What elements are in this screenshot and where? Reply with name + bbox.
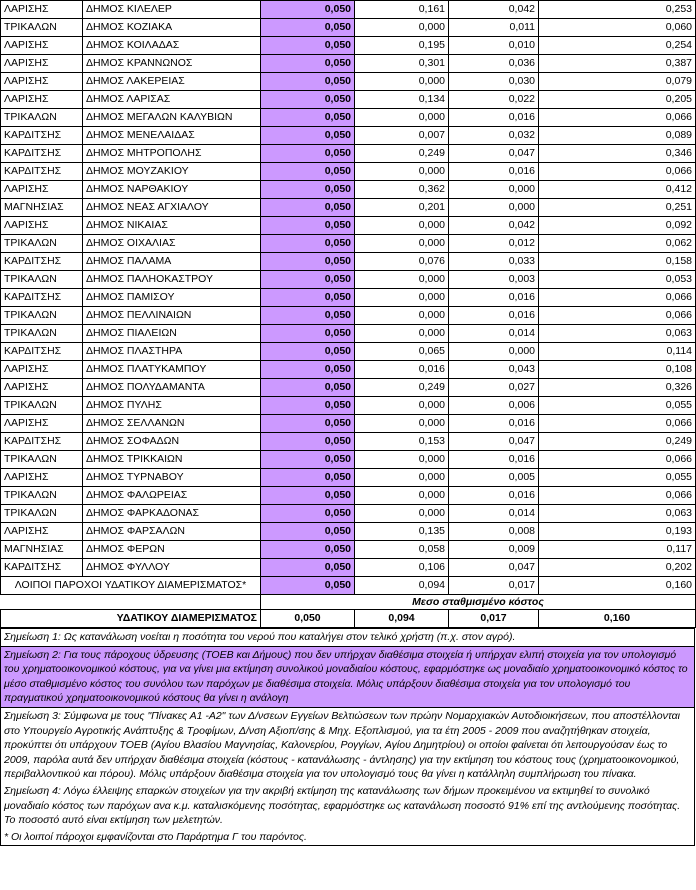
table-row: [1, 307, 696, 325]
v2-cell: 0,003: [449, 271, 539, 289]
table-row: [1, 109, 696, 127]
v2-cell: 0,032: [449, 127, 539, 145]
name-cell: ΔΗΜΟΣ ΜΗΤΡΟΠΟΛΗΣ: [83, 145, 261, 163]
footnote: * Οι λοιποί πάροχοι εμφανίζονται στο Παράρτημα Γ του παρόντος.: [4, 830, 307, 843]
name-cell: ΔΗΜΟΣ ΠΕΛΛΙΝΑΙΩΝ: [83, 307, 261, 325]
v3-cell: 0,092: [539, 217, 696, 235]
v1-cell: 0,134: [355, 91, 449, 109]
table-row: [1, 145, 696, 163]
blank-cell: [1, 595, 261, 610]
summary-row: [1, 610, 696, 628]
v3-cell: 0,114: [539, 343, 696, 361]
table-row: [1, 127, 696, 145]
v1-cell: 0,000: [355, 325, 449, 343]
name-cell: ΔΗΜΟΣ ΠΛΑΤΥΚΑΜΠΟΥ: [83, 361, 261, 379]
avg-cost-cell: 0,050: [261, 469, 355, 487]
table-row: [1, 1, 696, 19]
v3-cell: 0,060: [539, 19, 696, 37]
avg-cost-cell: 0,050: [261, 505, 355, 523]
v1-cell: 0,016: [355, 361, 449, 379]
name-cell: ΔΗΜΟΣ ΚΟΙΛΑΔΑΣ: [83, 37, 261, 55]
region-cell: ΤΡΙΚΑΛΩΝ: [1, 397, 83, 415]
v1-cell: 0,000: [355, 415, 449, 433]
v2-cell: 0,006: [449, 397, 539, 415]
note-3: Σημείωση 3: Σύμφωνα με τους "Πίνακες Α1 -Α2" των Δ/νσεων Εγγείων Βελτιώσεων των πρώην Νομαρχιακών Αυτοδιοικήσεων, που αποστέλλονται στο Υπουργείο Αγροτικής Ανάπτυξης & Τροφίμων, Δ/νση Αξιοπ/σης & Μηχ. Εξοπλισμού, για τα έτη 2005 - 2009 που αναζητήθηκαν στοιχεία, προκύπτει ότι υπάρχουν ΤΟΕΒ (Αγίου Βλασίου Μαγνησίας, Καλονερίου, Ρογγίων, Αγίου Δημητρίου) οι οποίοι φαίνεται ότι λειτουργούσαν έως το 2009, παρόλα αυτά δεν υπήρχαν διαθέσιμα στοιχεία (κόστους - κατανάλωσης - άντλησης) για την εκτίμηση του κόστους τους (χρηματοοικονομικού, περιβαλλοντικού και πόρου). Μόλις υπάρξουν διαθέσιμα στοιχεία για τον υπολογισμό τους θα γίνει η κατάλληλη συμπλήρωση του πίνακα.: [1, 707, 694, 783]
table-row: [1, 271, 696, 289]
region-cell: ΜΑΓΝΗΣΙΑΣ: [1, 199, 83, 217]
others-avg: 0,050: [261, 577, 355, 595]
region-cell: ΛΑΡΙΣΗΣ: [1, 55, 83, 73]
region-cell: ΚΑΡΔΙΤΣΗΣ: [1, 145, 83, 163]
v3-cell: 0,205: [539, 91, 696, 109]
name-cell: ΔΗΜΟΣ ΠΑΛΗΟΚΑΣΤΡΟΥ: [83, 271, 261, 289]
v3-cell: 0,066: [539, 487, 696, 505]
avg-cost-cell: 0,050: [261, 523, 355, 541]
others-v2: 0,017: [449, 577, 539, 595]
name-cell: ΔΗΜΟΣ ΛΑΡΙΣΑΣ: [83, 91, 261, 109]
v1-cell: 0,301: [355, 55, 449, 73]
summary-v1: 0,094: [355, 610, 449, 628]
v1-cell: 0,007: [355, 127, 449, 145]
v3-cell: 0,066: [539, 109, 696, 127]
name-cell: ΔΗΜΟΣ ΚΡΑΝΝΩΝΟΣ: [83, 55, 261, 73]
summary-v3: 0,160: [539, 610, 696, 628]
name-cell: ΔΗΜΟΣ ΚΟΖΙΑΚΑ: [83, 19, 261, 37]
avg-cost-cell: 0,050: [261, 91, 355, 109]
region-cell: ΤΡΙΚΑΛΩΝ: [1, 325, 83, 343]
region-cell: ΚΑΡΔΙΤΣΗΣ: [1, 127, 83, 145]
v2-cell: 0,042: [449, 1, 539, 19]
avg-cost-cell: 0,050: [261, 325, 355, 343]
v1-cell: 0,000: [355, 451, 449, 469]
others-v3: 0,160: [539, 577, 696, 595]
v3-cell: 0,063: [539, 505, 696, 523]
avg-cost-cell: 0,050: [261, 415, 355, 433]
v3-cell: 0,193: [539, 523, 696, 541]
table-row: [1, 217, 696, 235]
table-row: [1, 451, 696, 469]
v1-cell: 0,000: [355, 289, 449, 307]
v3-cell: 0,346: [539, 145, 696, 163]
avg-cost-cell: 0,050: [261, 163, 355, 181]
region-cell: ΛΑΡΙΣΗΣ: [1, 91, 83, 109]
table-row: [1, 559, 696, 577]
v2-cell: 0,016: [449, 307, 539, 325]
v1-cell: 0,195: [355, 37, 449, 55]
region-cell: ΤΡΙΚΑΛΩΝ: [1, 307, 83, 325]
summary-avg: 0,050: [261, 610, 355, 628]
avg-cost-cell: 0,050: [261, 55, 355, 73]
name-cell: ΔΗΜΟΣ ΤΡΙΚΚΑΙΩΝ: [83, 451, 261, 469]
table-row: [1, 91, 696, 109]
table-row: [1, 199, 696, 217]
table-row: [1, 541, 696, 559]
region-cell: ΜΑΓΝΗΣΙΑΣ: [1, 541, 83, 559]
v2-cell: 0,005: [449, 469, 539, 487]
table-row: [1, 433, 696, 451]
name-cell: ΔΗΜΟΣ ΜΕΝΕΛΑΙΔΑΣ: [83, 127, 261, 145]
name-cell: ΔΗΜΟΣ ΝΕΑΣ ΑΓΧΙΑΛΟΥ: [83, 199, 261, 217]
v3-cell: 0,089: [539, 127, 696, 145]
table-row: [1, 73, 696, 91]
avg-cost-cell: 0,050: [261, 217, 355, 235]
v3-cell: 0,326: [539, 379, 696, 397]
v1-cell: 0,000: [355, 307, 449, 325]
v2-cell: 0,012: [449, 235, 539, 253]
name-cell: ΔΗΜΟΣ ΦΑΡΚΑΔΟΝΑΣ: [83, 505, 261, 523]
avg-cost-cell: 0,050: [261, 271, 355, 289]
v2-cell: 0,036: [449, 55, 539, 73]
v1-cell: 0,161: [355, 1, 449, 19]
region-cell: ΚΑΡΔΙΤΣΗΣ: [1, 289, 83, 307]
v3-cell: 0,079: [539, 73, 696, 91]
v2-cell: 0,030: [449, 73, 539, 91]
avg-cost-cell: 0,050: [261, 37, 355, 55]
region-cell: ΛΑΡΙΣΗΣ: [1, 523, 83, 541]
region-cell: ΛΑΡΙΣΗΣ: [1, 379, 83, 397]
table-row: [1, 289, 696, 307]
v2-cell: 0,043: [449, 361, 539, 379]
name-cell: ΔΗΜΟΣ ΠΛΑΣΤΗΡΑ: [83, 343, 261, 361]
v3-cell: 0,387: [539, 55, 696, 73]
region-cell: ΚΑΡΔΙΤΣΗΣ: [1, 253, 83, 271]
notes-section: [0, 628, 695, 846]
v2-cell: 0,016: [449, 451, 539, 469]
region-cell: ΤΡΙΚΑΛΩΝ: [1, 19, 83, 37]
region-cell: ΤΡΙΚΑΛΩΝ: [1, 271, 83, 289]
v1-cell: 0,000: [355, 235, 449, 253]
avg-cost-cell: 0,050: [261, 343, 355, 361]
avg-cost-cell: 0,050: [261, 235, 355, 253]
v2-cell: 0,014: [449, 325, 539, 343]
avg-cost-cell: 0,050: [261, 253, 355, 271]
avg-cost-cell: 0,050: [261, 397, 355, 415]
v2-cell: 0,047: [449, 559, 539, 577]
v1-cell: 0,135: [355, 523, 449, 541]
others-label: ΛΟΙΠΟΙ ΠΑΡΟΧΟΙ ΥΔΑΤΙΚΟΥ ΔΙΑΜΕΡΙΣΜΑΤΟΣ*: [1, 577, 261, 595]
name-cell: ΔΗΜΟΣ ΠΟΛΥΔΑΜΑΝΤΑ: [83, 379, 261, 397]
v3-cell: 0,202: [539, 559, 696, 577]
v3-cell: 0,117: [539, 541, 696, 559]
table-body: [1, 1, 696, 577]
v1-cell: 0,106: [355, 559, 449, 577]
table-row: [1, 415, 696, 433]
region-cell: ΤΡΙΚΑΛΩΝ: [1, 505, 83, 523]
v3-cell: 0,062: [539, 235, 696, 253]
v2-cell: 0,042: [449, 217, 539, 235]
name-cell: ΔΗΜΟΣ ΝΙΚΑΙΑΣ: [83, 217, 261, 235]
table-row: [1, 55, 696, 73]
v1-cell: 0,362: [355, 181, 449, 199]
region-cell: ΤΡΙΚΑΛΩΝ: [1, 487, 83, 505]
summary-label: ΥΔΑΤΙΚΟΥ ΔΙΑΜΕΡΙΣΜΑΤΟΣ: [1, 610, 261, 628]
table-row: [1, 379, 696, 397]
note-1: Σημείωση 1: Ως κατανάλωση νοείται η ποσότητα του νερού που καταλήγει στον τελικό χρήστη (π.χ. στον αγρό).: [1, 628, 694, 646]
v2-cell: 0,033: [449, 253, 539, 271]
avg-cost-cell: 0,050: [261, 559, 355, 577]
table-row: [1, 397, 696, 415]
avg-cost-cell: 0,050: [261, 199, 355, 217]
v2-cell: 0,016: [449, 487, 539, 505]
v2-cell: 0,027: [449, 379, 539, 397]
table-row: [1, 361, 696, 379]
avg-cost-cell: 0,050: [261, 181, 355, 199]
region-cell: ΛΑΡΙΣΗΣ: [1, 415, 83, 433]
table-row: [1, 487, 696, 505]
v2-cell: 0,010: [449, 37, 539, 55]
v1-cell: 0,065: [355, 343, 449, 361]
region-cell: ΛΑΡΙΣΗΣ: [1, 469, 83, 487]
name-cell: ΔΗΜΟΣ ΚΙΛΕΛΕΡ: [83, 1, 261, 19]
v3-cell: 0,412: [539, 181, 696, 199]
v3-cell: 0,053: [539, 271, 696, 289]
v2-cell: 0,016: [449, 163, 539, 181]
avg-cost-cell: 0,050: [261, 487, 355, 505]
name-cell: ΔΗΜΟΣ ΦΑΛΩΡΕΙΑΣ: [83, 487, 261, 505]
region-cell: ΛΑΡΙΣΗΣ: [1, 181, 83, 199]
weighted-header-row: [1, 595, 696, 610]
v3-cell: 0,055: [539, 397, 696, 415]
v3-cell: 0,066: [539, 163, 696, 181]
table-row: [1, 181, 696, 199]
v2-cell: 0,000: [449, 343, 539, 361]
v1-cell: 0,201: [355, 199, 449, 217]
name-cell: ΔΗΜΟΣ ΠΥΛΗΣ: [83, 397, 261, 415]
v1-cell: 0,000: [355, 505, 449, 523]
v1-cell: 0,000: [355, 469, 449, 487]
avg-cost-cell: 0,050: [261, 289, 355, 307]
name-cell: ΔΗΜΟΣ ΣΟΦΑΔΩΝ: [83, 433, 261, 451]
name-cell: ΔΗΜΟΣ ΣΕΛΛΑΝΩΝ: [83, 415, 261, 433]
region-cell: ΛΑΡΙΣΗΣ: [1, 217, 83, 235]
region-cell: ΤΡΙΚΑΛΩΝ: [1, 109, 83, 127]
avg-cost-cell: 0,050: [261, 19, 355, 37]
region-cell: ΚΑΡΔΙΤΣΗΣ: [1, 559, 83, 577]
v1-cell: 0,076: [355, 253, 449, 271]
table-row: [1, 343, 696, 361]
avg-cost-cell: 0,050: [261, 127, 355, 145]
v2-cell: 0,047: [449, 433, 539, 451]
v3-cell: 0,251: [539, 199, 696, 217]
avg-cost-cell: 0,050: [261, 1, 355, 19]
v3-cell: 0,066: [539, 307, 696, 325]
v3-cell: 0,066: [539, 289, 696, 307]
v2-cell: 0,016: [449, 289, 539, 307]
v1-cell: 0,000: [355, 109, 449, 127]
table-row: [1, 505, 696, 523]
table-row: [1, 523, 696, 541]
region-cell: ΚΑΡΔΙΤΣΗΣ: [1, 433, 83, 451]
v1-cell: 0,000: [355, 163, 449, 181]
avg-cost-cell: 0,050: [261, 109, 355, 127]
v3-cell: 0,108: [539, 361, 696, 379]
v3-cell: 0,253: [539, 1, 696, 19]
table-row: [1, 469, 696, 487]
v2-cell: 0,047: [449, 145, 539, 163]
avg-cost-cell: 0,050: [261, 307, 355, 325]
name-cell: ΔΗΜΟΣ ΠΑΛΑΜΑ: [83, 253, 261, 271]
summary-v2: 0,017: [449, 610, 539, 628]
v2-cell: 0,009: [449, 541, 539, 559]
v3-cell: 0,249: [539, 433, 696, 451]
v2-cell: 0,000: [449, 181, 539, 199]
avg-cost-cell: 0,050: [261, 451, 355, 469]
note-2: Σημείωση 2: Για τους πάροχους ύδρευσης (ΤΟΕΒ και Δήμους) που δεν υπήρχαν διαθέσιμα στοιχεία ή υπήρχαν ελιπή στοιχεία για τον υπολογισμό του χρηματοοικονομικού κόστους, για να γίνει μια εκτίμηση συνολικού μοναδιαίου κόστους, εφαρμόστηκε ως μοναδιαίο χρηματοοικονομικό κόστος το μέσο σταθμισμένο κόστος του συνόλου των παρόχων με διαθέσιμα στοιχεία. Μόλις υπάρξουν διαθέσιμα στοιχεία για τον υπολογισμό του πραγματικού χρηματοοικονομικού κόστους θα γίνει η ανάλογη: [1, 646, 694, 707]
v3-cell: 0,055: [539, 469, 696, 487]
name-cell: ΔΗΜΟΣ ΝΑΡΘΑΚΙΟΥ: [83, 181, 261, 199]
name-cell: ΔΗΜΟΣ ΟΙΧΑΛΙΑΣ: [83, 235, 261, 253]
name-cell: ΔΗΜΟΣ ΜΟΥΖΑΚΙΟΥ: [83, 163, 261, 181]
v3-cell: 0,066: [539, 451, 696, 469]
region-cell: ΛΑΡΙΣΗΣ: [1, 1, 83, 19]
region-cell: ΛΑΡΙΣΗΣ: [1, 361, 83, 379]
avg-cost-cell: 0,050: [261, 145, 355, 163]
name-cell: ΔΗΜΟΣ ΦΑΡΣΑΛΩΝ: [83, 523, 261, 541]
v2-cell: 0,014: [449, 505, 539, 523]
v2-cell: 0,000: [449, 199, 539, 217]
v1-cell: 0,000: [355, 73, 449, 91]
v1-cell: 0,000: [355, 19, 449, 37]
avg-cost-cell: 0,050: [261, 541, 355, 559]
v1-cell: 0,000: [355, 271, 449, 289]
name-cell: ΔΗΜΟΣ ΜΕΓΑΛΩΝ ΚΑΛΥΒΙΩΝ: [83, 109, 261, 127]
note-4: Σημείωση 4: Λόγω έλλειψης επαρκών στοιχείων για την ακριβή εκτίμηση της κατανάλωσης των δήμων προκειμένου να εκτιμηθεί το συνολικό μοναδιαίο κόστος των παρόχων ανα κ.μ. καταλισκόμενης ποσότητας, εφαρμόστηκε ως κατανάλωση ποσοστό 91% επί της αντλούμενης ποσότητας. Το ποσοστό αυτό είναι εκτίμηση των μελετητών.: [4, 784, 681, 827]
v1-cell: 0,000: [355, 487, 449, 505]
avg-cost-cell: 0,050: [261, 433, 355, 451]
v1-cell: 0,000: [355, 217, 449, 235]
table-row: [1, 253, 696, 271]
region-cell: ΤΡΙΚΑΛΩΝ: [1, 451, 83, 469]
v1-cell: 0,000: [355, 397, 449, 415]
name-cell: ΔΗΜΟΣ ΦΕΡΩΝ: [83, 541, 261, 559]
region-cell: ΚΑΡΔΙΤΣΗΣ: [1, 343, 83, 361]
v3-cell: 0,158: [539, 253, 696, 271]
name-cell: ΔΗΜΟΣ ΤΥΡΝΑΒΟΥ: [83, 469, 261, 487]
name-cell: ΔΗΜΟΣ ΠΑΜΙΣΟΥ: [83, 289, 261, 307]
v1-cell: 0,249: [355, 379, 449, 397]
v1-cell: 0,058: [355, 541, 449, 559]
name-cell: ΔΗΜΟΣ ΦΥΛΛΟΥ: [83, 559, 261, 577]
v2-cell: 0,016: [449, 415, 539, 433]
v2-cell: 0,022: [449, 91, 539, 109]
table-row: [1, 325, 696, 343]
v3-cell: 0,254: [539, 37, 696, 55]
name-cell: ΔΗΜΟΣ ΛΑΚΕΡΕΙΑΣ: [83, 73, 261, 91]
v2-cell: 0,008: [449, 523, 539, 541]
region-cell: ΛΑΡΙΣΗΣ: [1, 73, 83, 91]
table-row: [1, 235, 696, 253]
table-row: [1, 19, 696, 37]
v1-cell: 0,153: [355, 433, 449, 451]
region-cell: ΛΑΡΙΣΗΣ: [1, 37, 83, 55]
others-v1: 0,094: [355, 577, 449, 595]
v1-cell: 0,249: [355, 145, 449, 163]
table-row: [1, 163, 696, 181]
region-cell: ΤΡΙΚΑΛΩΝ: [1, 235, 83, 253]
v3-cell: 0,063: [539, 325, 696, 343]
v2-cell: 0,011: [449, 19, 539, 37]
v3-cell: 0,066: [539, 415, 696, 433]
others-row: [1, 577, 696, 595]
avg-cost-cell: 0,050: [261, 361, 355, 379]
name-cell: ΔΗΜΟΣ ΠΙΑΛΕΙΩΝ: [83, 325, 261, 343]
table-row: [1, 37, 696, 55]
weighted-header: Μεσο σταθμισμένο κόστος: [261, 595, 696, 610]
avg-cost-cell: 0,050: [261, 379, 355, 397]
v2-cell: 0,016: [449, 109, 539, 127]
avg-cost-cell: 0,050: [261, 73, 355, 91]
region-cell: ΚΑΡΔΙΤΣΗΣ: [1, 163, 83, 181]
